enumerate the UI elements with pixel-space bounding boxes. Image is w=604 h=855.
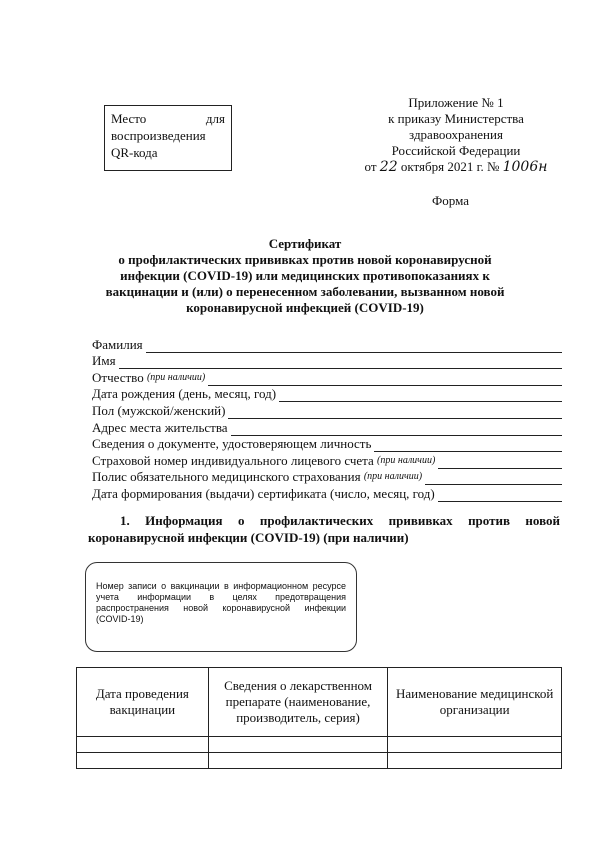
field-oms-policy[interactable] [92,469,562,486]
field-note: (при наличии) [377,454,436,466]
section-1-title: 1. Информация о профилактических прививках против новой коронавирусной инфекции (COVID-19) (при наличии) [88,513,560,545]
date-prefix: от [364,159,377,174]
field-label: Дата формирования (выдачи) сертификата (число, месяц, год) [92,485,435,501]
appendix-line4: Российской Федерации [391,143,521,158]
qr-box-line2: воспроизведения [111,128,206,143]
table-cell[interactable] [208,753,388,769]
qr-box-line1-right: для [205,111,225,126]
appendix-date [356,159,556,175]
field-birth-date[interactable] [92,386,562,403]
header-drug-info: Сведения о лекарственном препарате (наименование, производитель, серия) [208,668,388,737]
field-line [146,340,562,353]
date-day-handwritten: 22 [379,159,398,175]
field-line [374,439,562,452]
field-label: Сведения о документе, удостоверяющем личность [92,436,372,452]
field-surname[interactable] [92,336,562,353]
order-number-handwritten: 1006н [502,159,548,175]
field-label: Имя [92,353,116,369]
field-note: (при наличии) [363,471,423,483]
qr-code-placeholder [104,105,232,171]
table-cell[interactable] [208,737,388,753]
form-label: Форма [432,193,469,208]
appendix-header [356,95,556,175]
table-cell[interactable] [77,753,209,769]
field-line [279,389,562,402]
field-issue-date[interactable] [92,485,562,502]
field-name[interactable] [92,353,562,370]
field-note: (при наличии) [146,371,206,383]
field-line [208,373,562,386]
field-label: Пол (мужской/женский) [92,402,226,418]
date-middle: октября 2021 г. № [400,159,500,174]
header-vaccination-date: Дата проведения вакцинации [77,668,209,737]
field-label: Страховой номер индивидуального лицевого счета [92,452,374,468]
table-header-row [77,668,562,737]
vaccination-table [76,667,562,769]
table-cell[interactable] [388,737,562,753]
record-box-text: Номер записи о вакцинации в информационном ресурсе учета информации в целях предотвращения распространения новой коронавирусной инфекции (COVID-19) [96,581,346,624]
title-subtitle: о профилактических прививках против новой коронавирусной инфекции (COVID-19) или медицинских противопоказаниях к вакцинации и (или) о перенесенном заболевании, вызванном новой коронавирусной инфекцией (COVID-19) [105,252,505,315]
title-heading: Сертификат [268,236,342,251]
appendix-line1: Приложение № 1 [408,95,504,110]
certificate-title [100,236,510,316]
field-line [438,456,562,469]
field-sex[interactable] [92,402,562,419]
field-identity-document[interactable] [92,436,562,453]
field-line [231,423,562,436]
qr-box-line3: QR-кода [111,145,158,160]
field-address[interactable] [92,419,562,436]
field-label: Полис обязательного медицинского страхования [92,469,361,485]
field-line [425,472,562,485]
vaccination-record-box [85,562,357,652]
section-1-heading [88,512,560,546]
field-label: Адрес места жительства [92,419,228,435]
table-row [77,753,562,769]
field-label: Фамилия [92,336,143,352]
table-cell[interactable] [388,753,562,769]
table-row [77,737,562,753]
appendix-line3: здравоохранения [409,127,503,142]
field-line [119,356,562,369]
field-label: Отчество [92,369,144,385]
header-medical-organization: Наименование медицинской организации [388,668,562,737]
personal-fields [92,336,562,502]
table-cell[interactable] [77,737,209,753]
field-line [228,406,562,419]
field-patronymic[interactable] [92,369,562,386]
field-snils[interactable] [92,452,562,469]
field-line [438,489,562,502]
appendix-line2: к приказу Министерства [388,111,524,126]
qr-box-line1-left: Место [111,111,147,126]
field-label: Дата рождения (день, месяц, год) [92,386,277,402]
